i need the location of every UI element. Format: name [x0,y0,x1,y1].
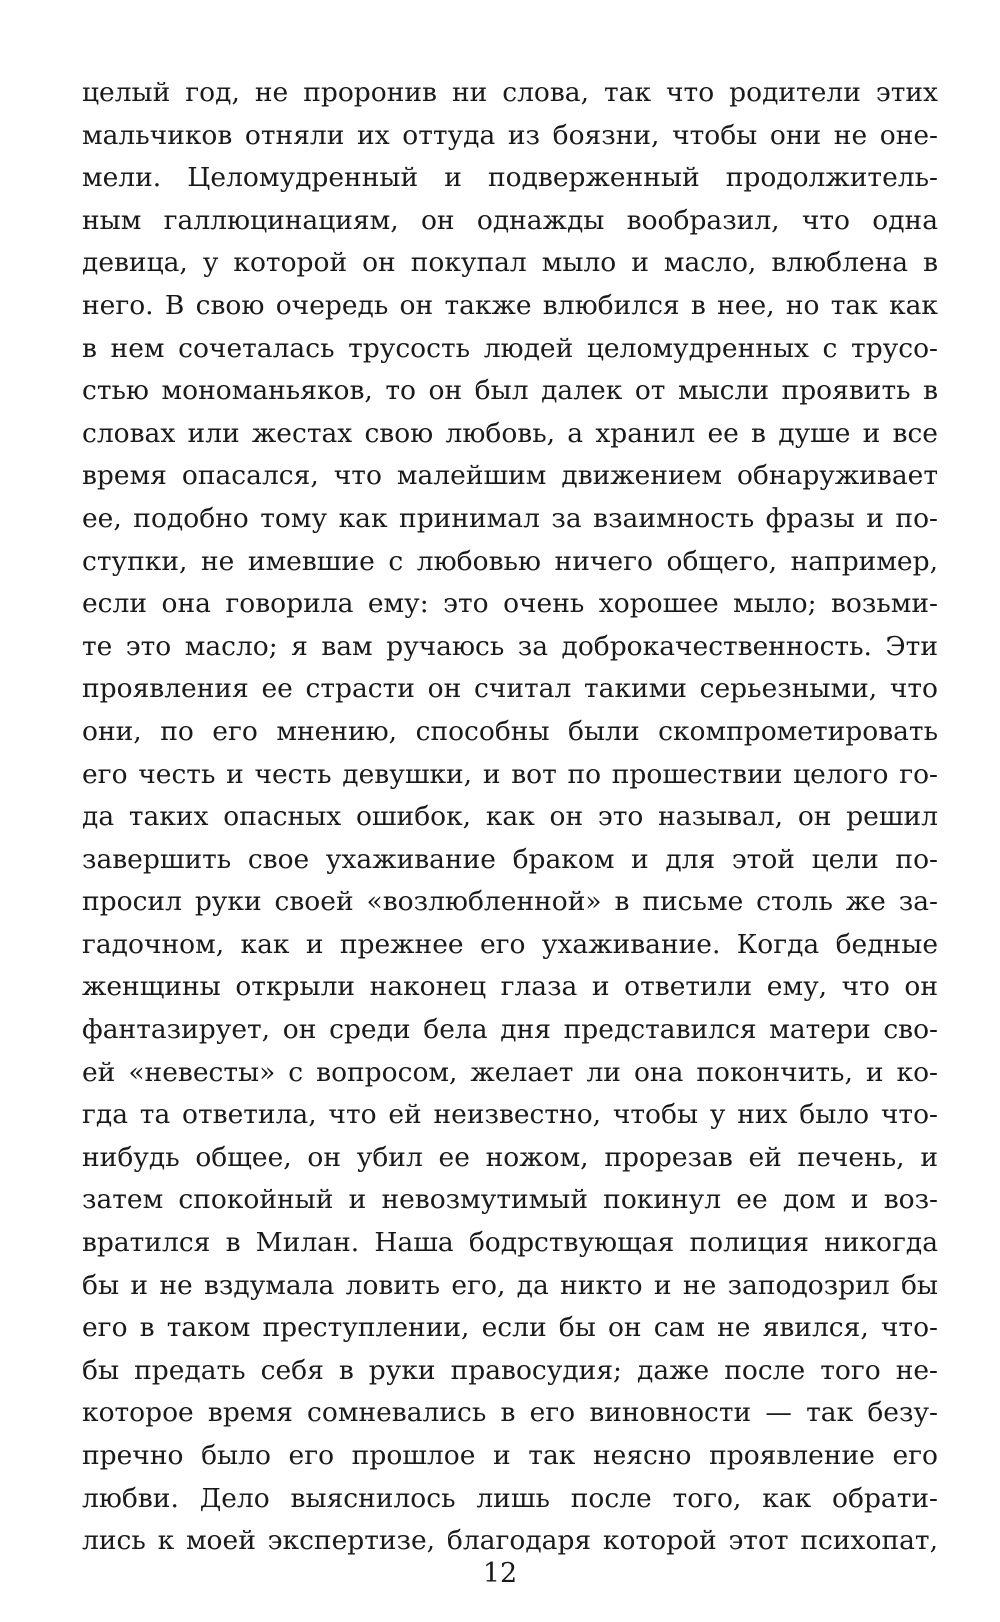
text-line: просил руки своей «возлюбленной» в письме столь же за- [82,886,938,918]
text-line: время опасался, что малейшим движением обнаруживает [82,460,938,492]
text-line: гда та ответила, что ей неизвестно, чтобы у них было что- [82,1099,938,1131]
body-text [82,72,938,1563]
text-line: девица, у которой он покупал мыло и масло, влюблена в [82,247,938,279]
text-line: ступки, не имевшие с любовью ничего общего, например, [82,545,938,577]
text-line: любви. Дело выяснилось лишь после того, как обрати- [82,1482,938,1514]
text-line: затем спокойный и невозмутимый покинул ее дом и воз- [82,1184,938,1216]
text-line: да таких опасных ошибок, как он это называл, он решил [82,801,938,833]
text-line: завершить свое ухаживание браком и для этой цели по- [82,843,938,875]
text-line: которое время сомневались в его виновности — так безу- [82,1397,938,1429]
text-line: гадочном, как и прежнее его ухаживание. Когда бедные [82,928,938,960]
text-line: словах или жестах свою любовь, а хранил ее в душе и все [82,417,938,449]
page-number: 12 [482,1558,518,1589]
text-line: те это масло; я вам ручаюсь за доброкачественность. Эти [82,630,938,662]
text-line: мальчиков отняли их оттуда из боязни, чтобы они не оне- [82,119,938,151]
text-line: его в таком преступлении, если бы он сам не явился, что- [82,1312,938,1344]
text-line: бы предать себя в руки правосудия; даже после того не- [82,1354,938,1386]
text-line: ее, подобно тому как принимал за взаимность фразы и по- [82,502,938,534]
text-line: бы и не вздумала ловить его, да никто и не заподозрил бы [82,1269,938,1301]
text-line: вратился в Милан. Наша бодрствующая полиция никогда [82,1227,938,1259]
text-line: ным галлюцинациям, он однажды вообразил, что одна [82,204,938,236]
text-line: если она говорила ему: это очень хорошее мыло; возьми- [82,588,938,620]
text-line: женщины открыли наконец глаза и ответили ему, что он [82,971,938,1003]
text-line: целый год, не проронив ни слова, так что родители этих [82,77,938,108]
text-line: мели. Целомудренный и подверженный продолжитель- [82,162,938,194]
text-line: стью мономаньяков, то он был далек от мысли проявить в [82,375,938,407]
text-line: в нем сочеталась трусость людей целомудренных с трусо- [82,332,938,364]
text-line: лись к моей экспертизе, благодаря которой этот психопат, [82,1525,938,1557]
text-line: ей «невесты» с вопросом, желает ли она покончить, и ко- [82,1056,938,1088]
text-line: него. В свою очередь он также влюбился в нее, но так как [82,289,938,321]
text-line: они, по его мнению, способны были скомпрометировать [82,715,938,747]
text-line: его честь и честь девушки, и вот по прошествии целого го- [82,758,938,790]
text-line: фантазирует, он среди бела дня представился матери сво- [82,1014,938,1046]
text-line: пречно было его прошлое и так неясно проявление его [82,1440,938,1471]
text-line: проявления ее страсти он считал такими серьезными, что [82,673,938,705]
text-line: нибудь общее, он убил ее ножом, прорезав ей печень, и [82,1141,938,1173]
